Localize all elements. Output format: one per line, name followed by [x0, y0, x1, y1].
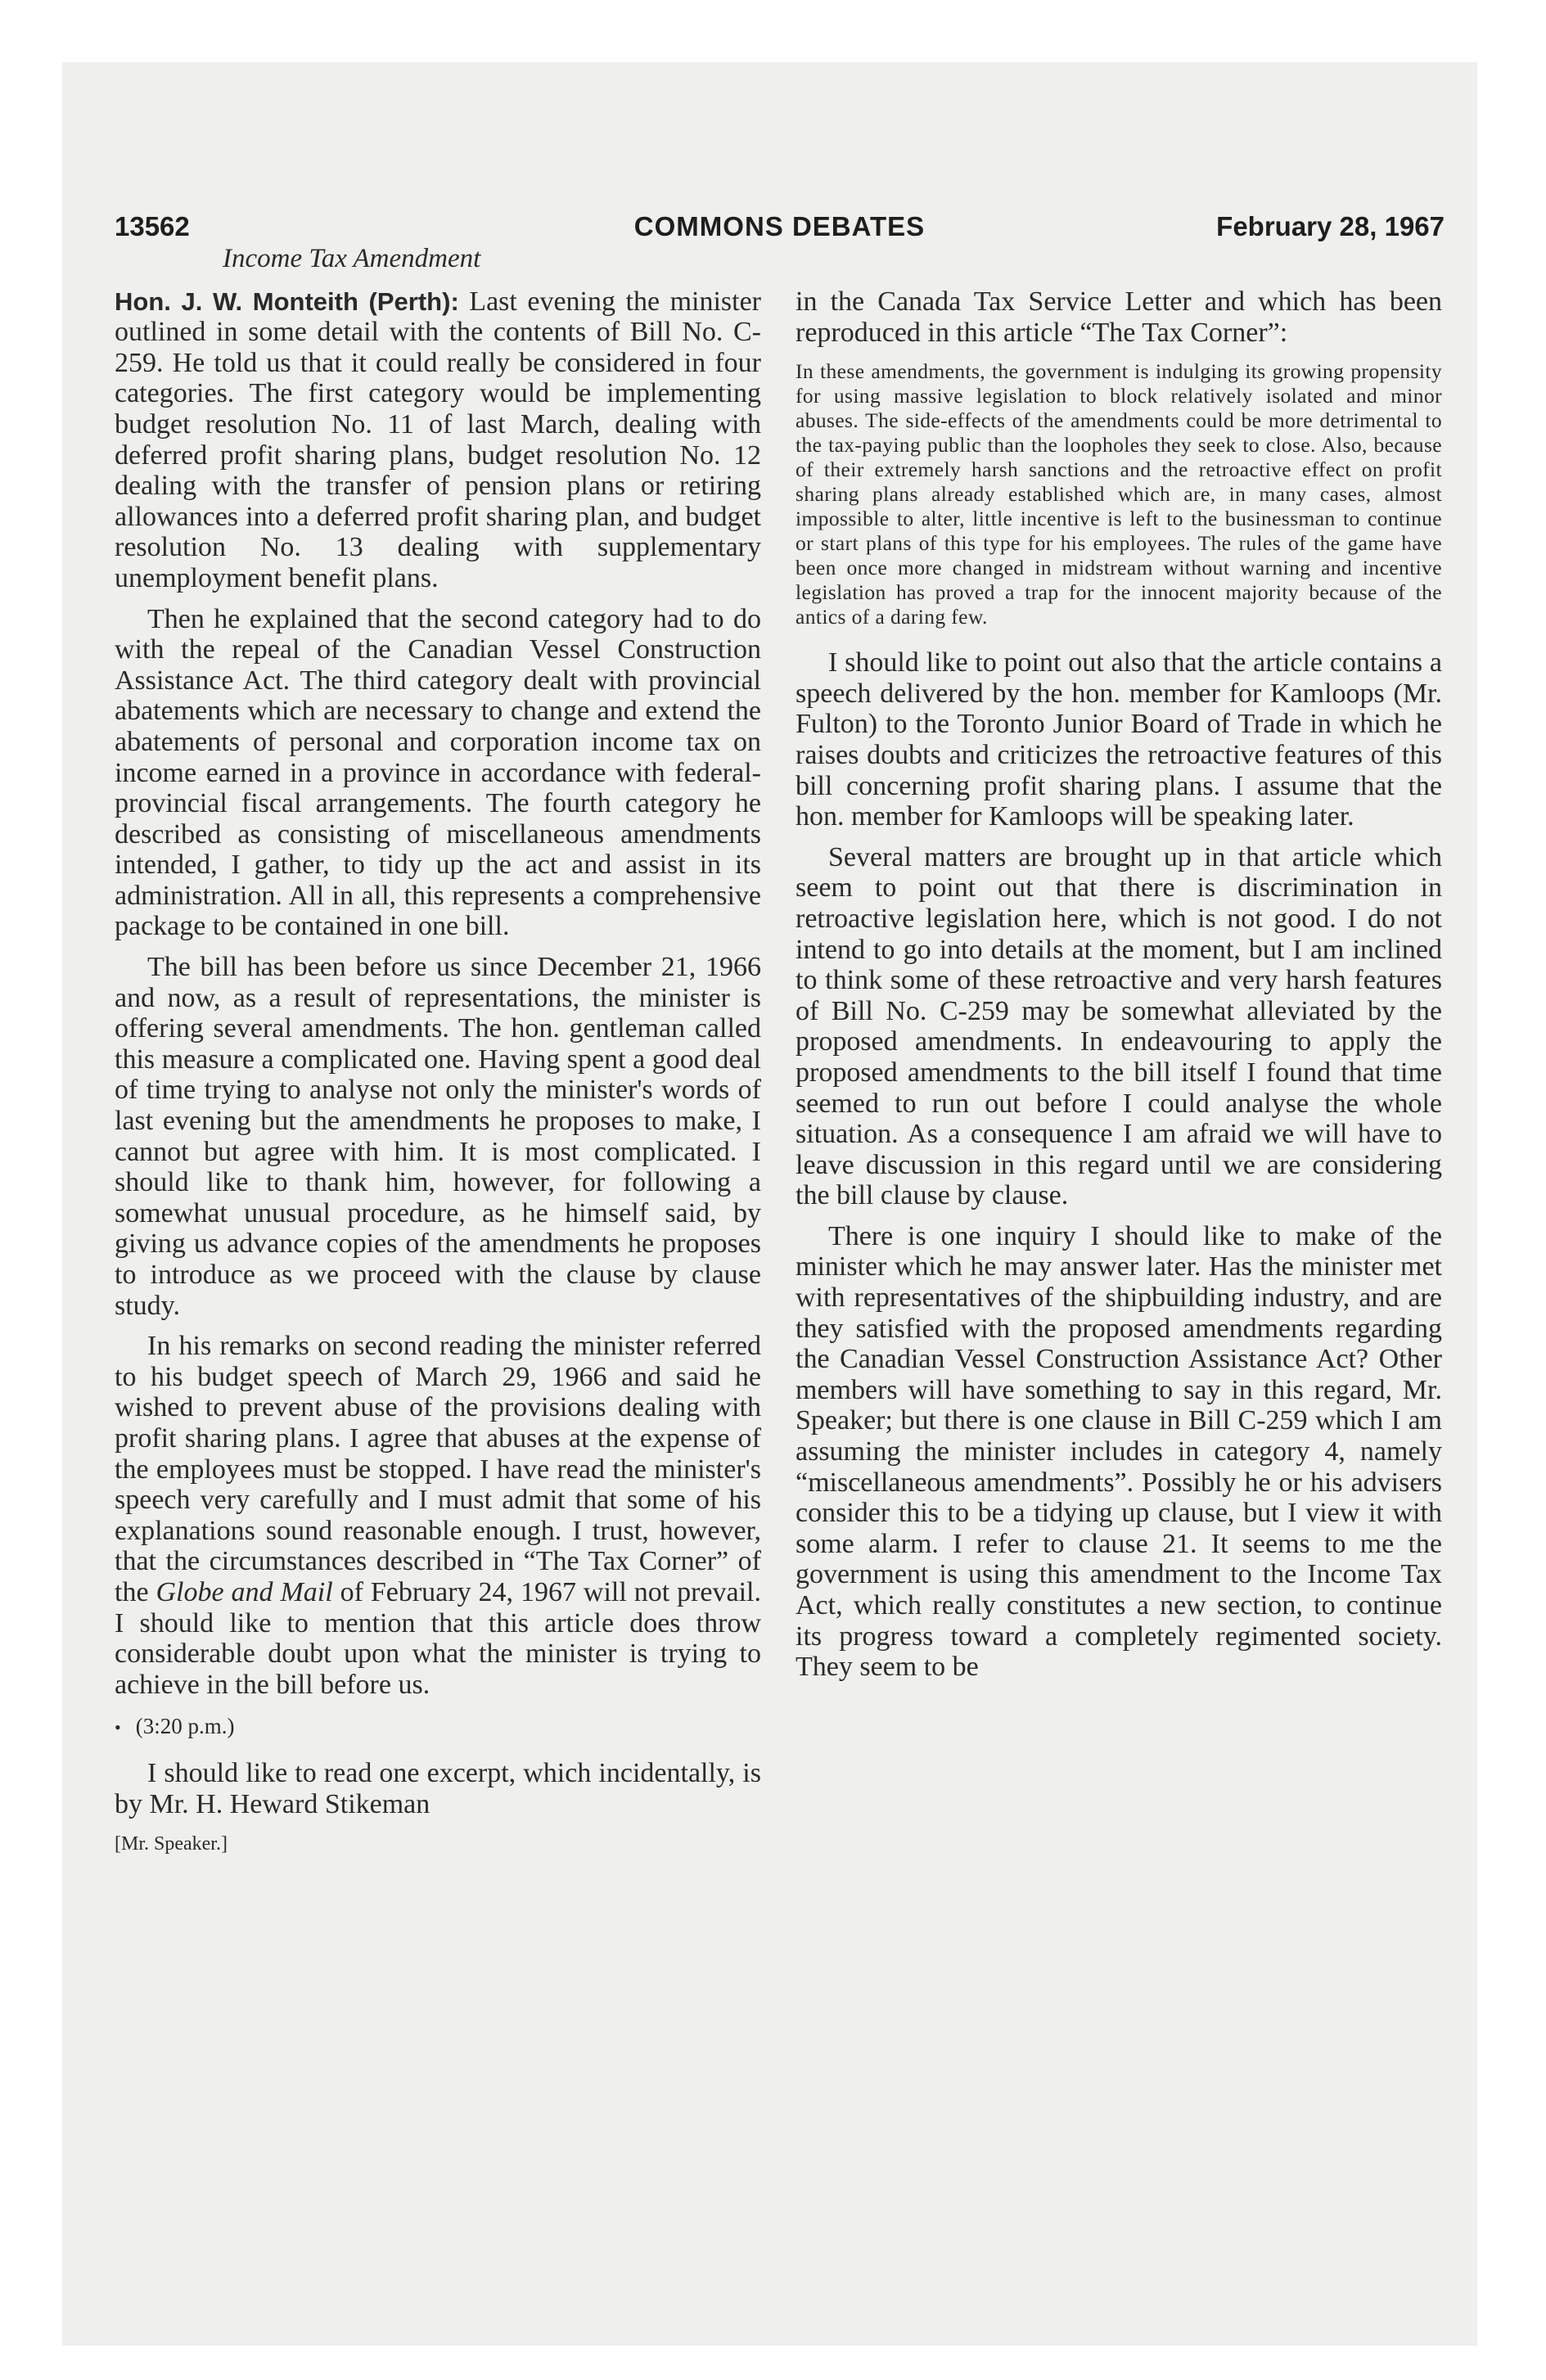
time-text: (3:20 p.m.) — [135, 1714, 235, 1739]
paragraph: Then he explained that the second category had to do with the repeal of the Canadian Vessel Construction Assistance Act. The third category dealt with provincial abatements which are necessary to change and extend the abatements of personal and corporation income tax on income earned in a province in accordance with federal-provincial fiscal arrangements. The fourth category he described as consisting of miscellaneous amendments intended, I gather, to tidy up the act and assist in its administration. All in all, this represents a comprehensive package to be contained in one bill. — [115, 603, 761, 942]
section-subtitle: Income Tax Amendment — [223, 244, 481, 273]
speaker-name: Hon. J. W. Monteith (Perth): — [115, 286, 459, 316]
time-stamp — [115, 1711, 761, 1743]
paragraph-text: Last evening the minister outlined in some detail with the contents of Bill No. C-259. He told us that it could really be considered in four categories. The first category would be implementing budget resolution No. 11 of last March, dealing with deferred profit sharing plans, budget resolution No. 12 dealing with the transfer of pension plans or retiring allowances into a deferred profit sharing plan, and budget resolution No. 13 dealing with supplementary unemployment benefit plans. — [115, 286, 761, 593]
newspaper-title: Globe and Mail — [156, 1576, 333, 1607]
right-column — [796, 286, 1442, 1693]
bullet-icon: • — [115, 1717, 121, 1738]
left-column — [115, 244, 761, 1870]
page-header — [115, 211, 1445, 247]
paragraph-text: of February 24, 1967 will not prevail. I should like to mention that this article does throw considerable doubt upon what the minister is trying to achieve in the bill before us. — [115, 1576, 762, 1700]
quoted-excerpt — [796, 359, 1442, 629]
paragraph — [115, 1331, 761, 1700]
paragraph: I should like to point out also that the article contains a speech delivered by the hon. member for Kamloops (Mr. Fulton) to the Toronto Junior Board of Trade in which he raises doubts and criticizes the retroactive features of this bill concerning profit sharing plans. I assume that the hon. member for Kamloops will be speaking later. — [796, 647, 1442, 832]
publication-title: COMMONS DEBATES — [633, 211, 926, 241]
quote-text: In these amendments, the government is indulging its growing propensity for using massive legislation to block relatively isolated and minor abuses. The side-effects of the amendments could be more detrimental to the tax-paying public than the loopholes they seek to close. Also, because of their extremely harsh sanctions and the retroactive effect on profit sharing plans already established which are, in many cases, almost impossible to alter, little incentive is left to the businessman to continue or start plans of this type for his employees. The rules of the game have been once more changed in midstream without warning and incentive legislation has proved a trap for the innocent majority because of the antics of a daring few. — [796, 359, 1442, 629]
paragraph: The bill has been before us since December 21, 1966 and now, as a result of representations, the minister is offering several amendments. The hon. gentleman called this measure a complicated one. Having spent a good deal of time trying to analyse not only the minister's words of last evening but the amendments he proposes to make, I cannot but agree with him. It is most complicated. I should like to thank him, however, for following a somewhat unusual procedure, as he himself said, by giving us advance copies of the amendments he proposes to introduce as we proceed with the clause by clause study. — [115, 952, 761, 1321]
paragraph: in the Canada Tax Service Letter and which has been reproduced in this article “The Tax Corner”: — [796, 286, 1442, 348]
paragraph-text: In his remarks on second reading the minister referred to his budget speech of March 29, 1966 and said he wished to prevent abuse of the provisions dealing with profit sharing plans. I agree that abuses at the expense of the employees must be stopped. I have read the minister's speech very carefully and I must admit that some of his explanations sound reasonable enough. I trust, however, that the circumstances described in “The Tax Corner” of the — [115, 1331, 761, 1607]
paragraph — [115, 286, 761, 594]
paragraph: There is one inquiry I should like to make of the minister which he may answer later. Has the minister met with representatives of the shipbuilding industry, and are they satisfied with the proposed amendments regarding the Canadian Vessel Construction Assistance Act? Other members will have something to say in this regard, Mr. Speaker; but there is one clause in Bill C-259 which I am assuming the minister includes in category 4, namely “miscellaneous amendments”. Possibly he or his advisers consider this to be a tidying up clause, but I view it with some alarm. I refer to clause 21. It seems to me the government is using this amendment to the Income Tax Act, which really constitutes a new section, to continue its progress toward a completely regimented society. They seem to be — [796, 1220, 1442, 1683]
paragraph: Several matters are brought up in that article which seem to point out that there is discrimination in retroactive legislation here, which is not good. I do not intend to go into details at the moment, but I am inclined to think some of these retroactive and very harsh features of Bill No. C-259 may be somewhat alleviated by the proposed amendments. In endeavouring to apply the proposed amendments to the bill itself I found that time seemed to run out before I could analyse the whole situation. As a consequence I am afraid we will have to leave discussion in this regard until we are considering the bill clause by clause. — [796, 841, 1442, 1211]
page-date: February 28, 1967 — [1216, 211, 1445, 241]
speaker-footer: [Mr. Speaker.] — [115, 1833, 228, 1855]
paragraph: I should like to read one excerpt, which incidentally, is by Mr. H. Heward Stikeman — [115, 1757, 761, 1819]
page-number: 13562 — [115, 211, 190, 241]
